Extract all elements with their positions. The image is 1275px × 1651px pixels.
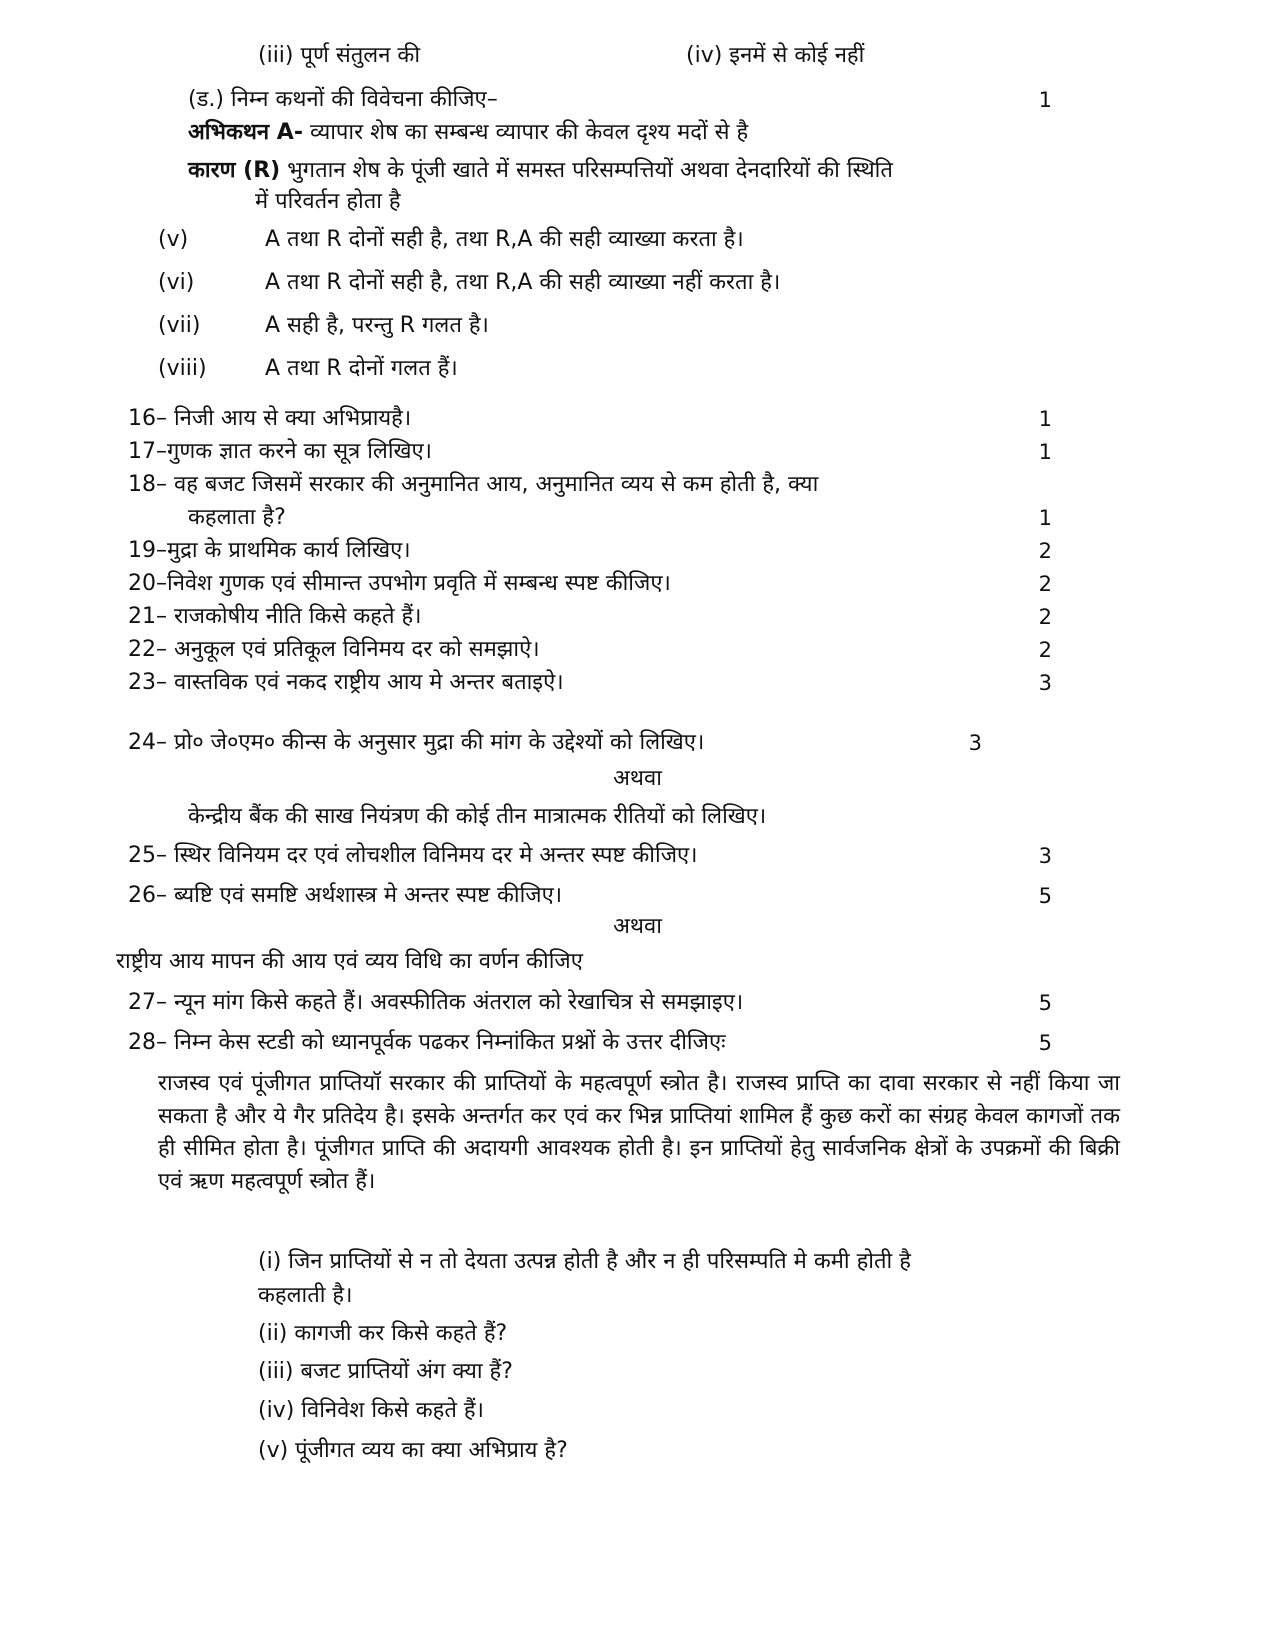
sub-question-iv: (iv) विनिवेश किसे कहते हैं।: [258, 1398, 484, 1423]
question-19: 19–मुद्रा के प्राथमिक कार्य लिखिए।: [128, 538, 411, 563]
option-text: A तथा R दोनों सही है, तथा R,A की सही व्याख्या करता है।: [265, 227, 744, 252]
question-23-marks: 3: [1038, 671, 1052, 695]
question-24: 24– प्रो० जे०एम० कीन्स के अनुसार मुद्रा की मांग के उद्देश्यों को लिखिए।: [128, 730, 705, 755]
question-23: 23– वास्तविक एवं नकद राष्ट्रीय आय मे अन्तर बताइऐ।: [128, 670, 564, 695]
question-16-marks: 1: [1038, 407, 1052, 431]
question-19-marks: 2: [1038, 539, 1052, 563]
question-26-alternative: राष्ट्रीय आय मापन की आय एवं व्यय विधि का वर्णन कीजिए: [116, 949, 583, 974]
question-18: 18– वह बजट जिसमें सरकार की अनुमानित आय, अनुमानित व्यय से कम होती है, क्या: [128, 472, 819, 497]
option-num: (v): [158, 227, 189, 252]
question-16: 16– निजी आय से क्या अभिप्रायहै।: [128, 406, 412, 431]
question-27: 27– न्यून मांग किसे कहते हैं। अवस्फीतिक अंतराल को रेखाचित्र से समझाइए।: [128, 990, 744, 1015]
assertion-text: व्यापार शेष का सम्बन्ध व्यापार की केवल दृश्य मदों से है: [302, 120, 749, 145]
question-18-continuation: कहलाता है?: [188, 505, 286, 530]
question-22-marks: 2: [1038, 638, 1052, 662]
question-25: 25– स्थिर विनियम दर एवं लोचशील विनिमय दर मे अन्तर स्पष्ट कीजिए।: [128, 843, 698, 868]
or-label: अथवा: [613, 766, 662, 791]
reason-label: कारण (R): [188, 158, 281, 183]
assertion-line: [188, 119, 748, 147]
or-label: अथवा: [613, 914, 662, 939]
question-24-alternative: केन्द्रीय बैंक की साख नियंत्रण की कोई तीन मात्रात्मक रीतियों को लिखिए।: [188, 804, 767, 829]
question-22: 22– अनुकूल एवं प्रतिकूल विनिमय दर को समझाऐ।: [128, 637, 540, 662]
assertion-label: अभिकथन A-: [188, 120, 303, 145]
sub-question-i-continuation: कहलाती है।: [258, 1283, 353, 1308]
option-iii-top: (iii) पूर्ण संतुलन की: [258, 43, 421, 68]
question-20: 20–निवेश गुणक एवं सीमान्त उपभोग प्रवृति में सम्बन्ध स्पष्ट कीजिए।: [128, 571, 671, 596]
question-27-marks: 5: [1038, 991, 1052, 1015]
reason-text: भुगतान शेष के पूंजी खाते में समस्त परिसम्पत्तियों अथवा देनदारियों की स्थिति: [280, 158, 893, 183]
question-17: 17–गुणक ज्ञात करने का सूत्र लिखिए।: [128, 439, 433, 464]
option-text: A सही है, परन्तु R गलत है।: [265, 313, 489, 338]
option-num: (vii): [158, 313, 201, 338]
question-28: 28– निम्न केस स्टडी को ध्यानपूर्वक पढकर निम्नांकित प्रश्नों के उत्तर दीजिएः: [128, 1030, 726, 1055]
sub-question-v: (v) पूंजीगत व्यय का क्या अभिप्राय है?: [258, 1438, 568, 1463]
case-study-paragraph: राजस्व एवं पूंजीगत प्राप्तियॉ सरकार की प्राप्तियों के महत्वपूर्ण स्त्रोत है। राजस्व प्राप्ति का दावा सरकार से नहीं किया जा सकता है और ये गैर प्रतिदेय है। इसके अन्तर्गत कर एवं कर भिन्न प्राप्तियां शामिल हैं कुछ करों का संग्रह केवल कागजों तक ही सीमित होता है। पूंजीगत प्राप्ति की अदायगी आवश्यक होती है। इन प्राप्तियों हेतु सार्वजनिक क्षेत्रों के उपक्रमों की बिक्री एवं ऋण महत्वपूर्ण स्त्रोत हैं।: [158, 1071, 1120, 1194]
reason-continuation: में परिवर्तन होता है: [255, 189, 401, 214]
option-num: (vi): [158, 270, 195, 295]
reason-line: [188, 157, 893, 185]
question-26-marks: 5: [1038, 884, 1052, 908]
option-text: A तथा R दोनों सही है, तथा R,A की सही व्याख्या नहीं करता है।: [265, 270, 781, 295]
question-20-marks: 2: [1038, 572, 1052, 596]
question-25-marks: 3: [1038, 844, 1052, 868]
question-28-marks: 5: [1038, 1031, 1052, 1055]
question-18-marks: 1: [1038, 506, 1052, 530]
option-text: A तथा R दोनों गलत हैं।: [265, 356, 458, 381]
sub-question-i: (i) जिन प्राप्तियों से न तो देयता उत्पन्न होती है और न ही परिसम्पति मे कमी होती है: [258, 1249, 911, 1274]
question-17-marks: 1: [1038, 440, 1052, 464]
question-e-marks: 1: [1038, 88, 1052, 112]
sub-question-iii: (iii) बजट प्राप्तियों अंग क्या हैं?: [258, 1359, 513, 1384]
question-21: 21– राजकोषीय नीति किसे कहते हैं।: [128, 604, 422, 629]
question-26: 26– ब्यष्टि एवं समष्टि अर्थशास्त्र मे अन्तर स्पष्ट कीजिए।: [128, 883, 563, 908]
option-iv-top: (iv) इनमें से कोई नहीं: [686, 43, 865, 68]
question-e-title: (ड.) निम्न कथनों की विवेचना कीजिए–: [188, 87, 498, 112]
sub-question-ii: (ii) कागजी कर किसे कहते हैं?: [258, 1321, 508, 1346]
question-21-marks: 2: [1038, 605, 1052, 629]
option-num: (viii): [158, 356, 207, 381]
question-24-marks: 3: [968, 731, 982, 755]
